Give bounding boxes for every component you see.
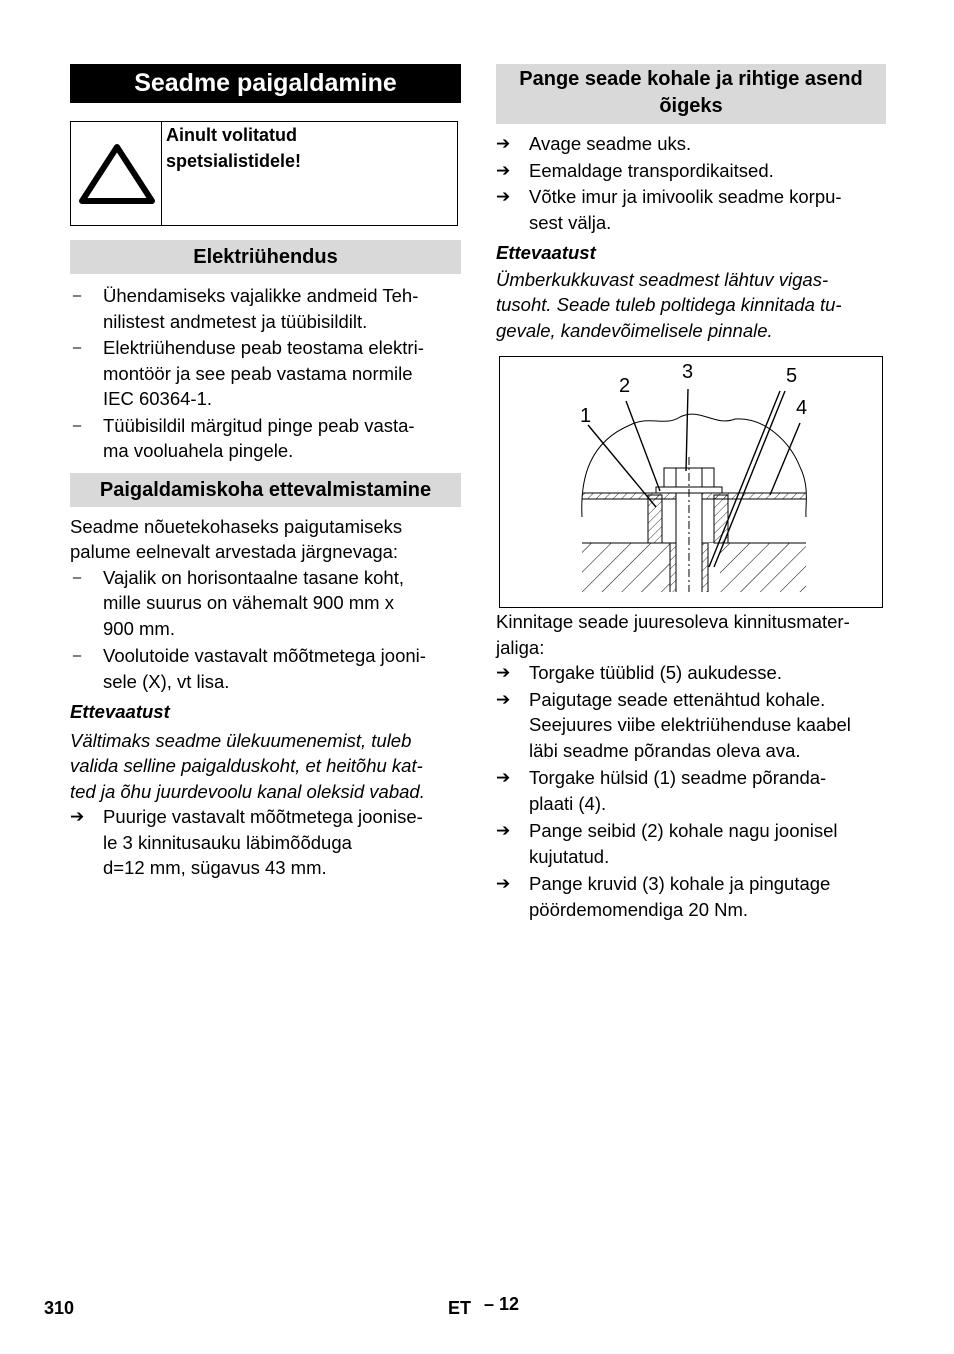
arrow-right-icon: ➔ <box>496 689 511 709</box>
dash-icon: – <box>72 647 82 664</box>
warning-text <box>166 122 301 174</box>
step-line: Torgake tüüblid (5) aukudesse. <box>529 662 782 683</box>
section-heading-placement <box>496 64 886 124</box>
text-line: Vältimaks seadme ülekuumenemist, tuleb <box>70 729 412 751</box>
list-line: sele (X), vt lisa. <box>103 670 230 692</box>
text-line: tusoht. Seade tuleb poltidega kinnitada tu- <box>496 294 842 315</box>
list-item <box>70 283 461 334</box>
after-figure-text <box>496 609 886 660</box>
right-column <box>496 64 886 922</box>
list-line: mille suurus on vähemalt 900 mm x <box>103 592 394 613</box>
step-line: Eemaldage transpordikaitsed. <box>529 159 774 181</box>
warning-line: spetsialistidele! <box>166 151 302 171</box>
warning-line: Ainult volitatud <box>166 125 297 145</box>
caution-text <box>70 728 461 805</box>
electric-list <box>70 283 461 464</box>
step-item <box>496 871 886 922</box>
list-line: Ühendamiseks vajalikke andmeid Teh- <box>103 285 419 306</box>
arrow-right-icon: ➔ <box>496 134 511 153</box>
left-column <box>70 64 461 881</box>
list-item <box>70 643 461 694</box>
text-line: palume eelnevalt arvestada järgnevaga: <box>70 541 399 562</box>
arrow-right-icon: ➔ <box>496 768 511 787</box>
dash-icon: – <box>72 287 82 304</box>
list-line: 900 mm. <box>103 617 175 639</box>
steps-list-1 <box>496 131 886 235</box>
text-line: valida selline paigalduskoht, et heitõhu kat- <box>70 755 423 776</box>
language-code: ET <box>448 1298 472 1318</box>
step-line: plaati (4). <box>529 792 607 814</box>
site-intro <box>70 514 461 565</box>
dash-icon: – <box>72 339 82 356</box>
arrow-right-icon: ➔ <box>496 187 511 206</box>
steps-list-2 <box>496 660 886 922</box>
heading-line: Pange seade kohale ja rihtige asend <box>519 68 863 90</box>
text-line: jaliga: <box>496 636 545 658</box>
step-line: Võtke imur ja imivoolik seadme korpu- <box>529 186 842 207</box>
section-heading-electric: Elektriühendus <box>70 240 461 274</box>
figure-label-4: 4 <box>796 397 808 419</box>
text-line: gevale, kandevõimelisele pinnale. <box>496 319 773 341</box>
step-item <box>496 131 886 157</box>
step-line: Puurige vastavalt mõõtmetega joonise- <box>103 806 423 827</box>
step-item <box>496 660 886 686</box>
step-line: Avage seadme uks. <box>529 133 692 154</box>
list-item <box>70 565 461 642</box>
step-line: kujutatud. <box>529 845 610 867</box>
step-line: pöördemomendiga 20 Nm. <box>529 898 749 920</box>
step-line: Torgake hülsid (1) seadme põranda- <box>529 767 827 788</box>
caution-label: Ettevaatust <box>496 242 596 263</box>
step-line: sest välja. <box>529 211 612 233</box>
text-line: Seadme nõuetekohaseks paigutamiseks <box>70 515 403 537</box>
arrow-right-icon: ➔ <box>496 821 511 840</box>
list-line: nilistest andmetest ja tüübisildilt. <box>103 310 368 332</box>
warning-box <box>70 121 458 226</box>
section-heading-site: Paigaldamiskoha ettevalmistamine <box>70 473 461 507</box>
list-line: IEC 60364-1. <box>103 388 213 409</box>
mounting-figure <box>499 356 883 608</box>
arrow-right-icon: ➔ <box>70 807 85 826</box>
text-line: Ümberkukkuvast seadmest lähtuv vigas- <box>496 268 829 290</box>
step-item <box>496 158 886 184</box>
step-item <box>496 687 886 764</box>
arrow-right-icon: ➔ <box>496 160 511 180</box>
caution-label: Ettevaatust <box>70 701 170 722</box>
caution-text <box>496 267 886 344</box>
step-line: d=12 mm, sügavus 43 mm. <box>103 857 327 878</box>
step-line: Pange kruvid (3) kohale ja pingutage <box>529 873 831 894</box>
list-line: Vajalik on horisontaalne tasane koht, <box>103 566 404 588</box>
list-item <box>70 335 461 412</box>
step-item <box>496 765 886 816</box>
mounting-diagram <box>500 357 882 607</box>
list-line: Elektriühenduse peab teostama elektri- <box>103 337 424 358</box>
step-line: läbi seadme põrandas oleva ava. <box>529 739 801 761</box>
text-line: ted ja õhu juurdevoolu kanal oleksid vabad. <box>70 780 425 802</box>
step-item <box>496 818 886 869</box>
dash-icon: – <box>72 568 82 586</box>
figure-label-5: 5 <box>786 365 798 387</box>
step-line: Pange seibid (2) kohale nagu joonisel <box>529 820 838 841</box>
list-line: montöör ja see peab vastama normile <box>103 362 413 384</box>
step-item <box>70 804 461 881</box>
arrow-right-icon: ➔ <box>496 874 511 893</box>
list-line: Tüübisildil märgitud pinge peab vasta- <box>103 414 415 436</box>
figure-label-3: 3 <box>682 361 694 383</box>
list-line: Voolutoide vastavalt mõõtmetega jooni- <box>103 645 426 666</box>
step-line: le 3 kinnitusauku läbimõõduga <box>103 831 352 853</box>
warning-icon-cell <box>71 122 162 225</box>
step-line: Paigutage seade ettenähtud kohale. <box>529 688 826 710</box>
heading-line: õigeks <box>659 95 723 117</box>
page-number: 310 <box>44 1298 75 1318</box>
list-line: ma vooluahela pingele. <box>103 440 294 461</box>
section-page-number: – 12 <box>484 1294 520 1314</box>
list-item <box>70 413 461 464</box>
dash-icon: – <box>72 416 82 434</box>
figure-label-2: 2 <box>619 375 631 397</box>
figure-label-1: 1 <box>580 405 592 427</box>
text-line: Kinnitage seade juuresoleva kinnitusmater- <box>496 611 850 632</box>
arrow-right-icon: ➔ <box>496 663 511 682</box>
step-item <box>496 184 886 235</box>
step-line: Seejuures viibe elektriühenduse kaabel <box>529 714 851 735</box>
page-title: Seadme paigaldamine <box>70 64 461 103</box>
warning-triangle-icon <box>78 143 156 205</box>
